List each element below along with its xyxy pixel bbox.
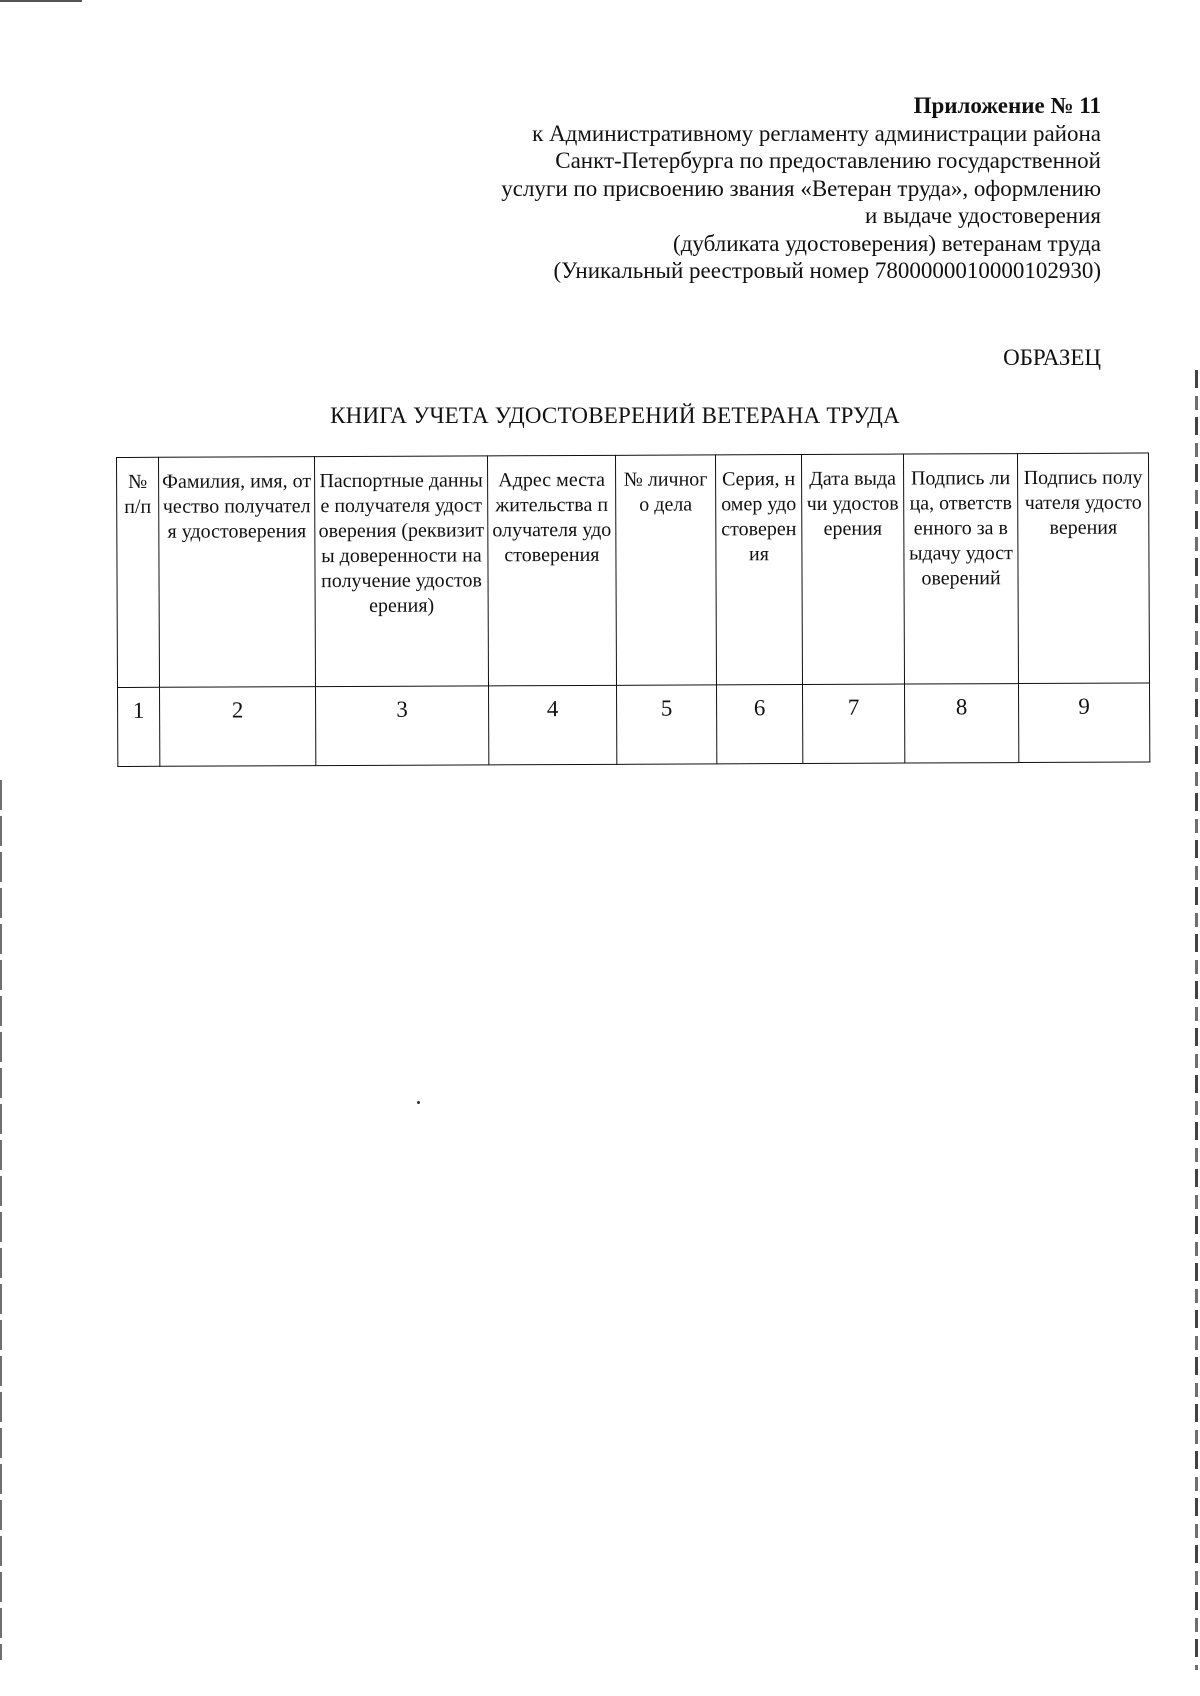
appendix-line-6: (Уникальный реестровый номер 7800000010000102930) (553, 258, 1101, 283)
header-cell-address: Адрес места жительства получателя удостоверения (487, 455, 616, 686)
book-title: КНИГА УЧЕТА УДОСТОВЕРЕНИЙ ВЕТЕРАНА ТРУДА (330, 403, 900, 428)
appendix-line-2: Санкт-Петербурга по предоставлению государственной (555, 148, 1101, 173)
header-cell-official-signature: Подпись лица, ответственного за выдачу удостоверений (903, 454, 1018, 684)
header-cell-passport: Паспортные данные получателя удостоверения (реквизиты доверенности на получение удостоверения) (315, 456, 489, 687)
appendix-title: Приложение № 11 (913, 93, 1101, 118)
scan-speck (417, 1101, 420, 1104)
column-number-row (118, 683, 1150, 767)
column-number-cell: 7 (802, 684, 904, 763)
appendix-line-1: к Административному регламенту администрации района (532, 120, 1101, 146)
appendix-line-4: и выдаче удостоверения (864, 203, 1101, 228)
ledger-table (116, 452, 1150, 767)
column-number-cell: 6 (717, 685, 803, 764)
appendix-line-5: (дубликата удостоверения) ветеранам труда (673, 230, 1101, 256)
appendix-block (401, 92, 1101, 285)
column-number-cell: 3 (316, 686, 489, 766)
column-number-cell: 8 (904, 684, 1018, 763)
header-cell-certificate-serial: Серия, номер удостоверения (715, 455, 802, 685)
appendix-line-3: услуги по присвоению звания «Ветеран труда», оформлению (501, 175, 1101, 201)
column-number-cell: 4 (489, 685, 617, 765)
column-number-cell: 5 (617, 685, 717, 764)
scan-edge-left (0, 780, 2, 1660)
header-cell-issue-date: Дата выдачи удостоверения (801, 454, 904, 684)
column-number-cell: 9 (1018, 683, 1149, 763)
sample-mark: ОБРАЗЕЦ (1003, 345, 1101, 370)
header-cell-full-name: Фамилия, имя, отчество получателя удостоверения (159, 457, 316, 688)
column-number-cell: 2 (160, 687, 316, 767)
header-row (117, 453, 1150, 688)
page-edge-mark (0, 0, 82, 2)
header-cell-case-number: № личного дела (615, 455, 716, 685)
scan-edge-right (1195, 370, 1198, 1670)
column-number-cell: 1 (118, 687, 160, 766)
header-cell-recipient-signature: Подпись получателя удостоверения (1017, 453, 1149, 684)
header-cell-number: № п/п (117, 457, 160, 687)
